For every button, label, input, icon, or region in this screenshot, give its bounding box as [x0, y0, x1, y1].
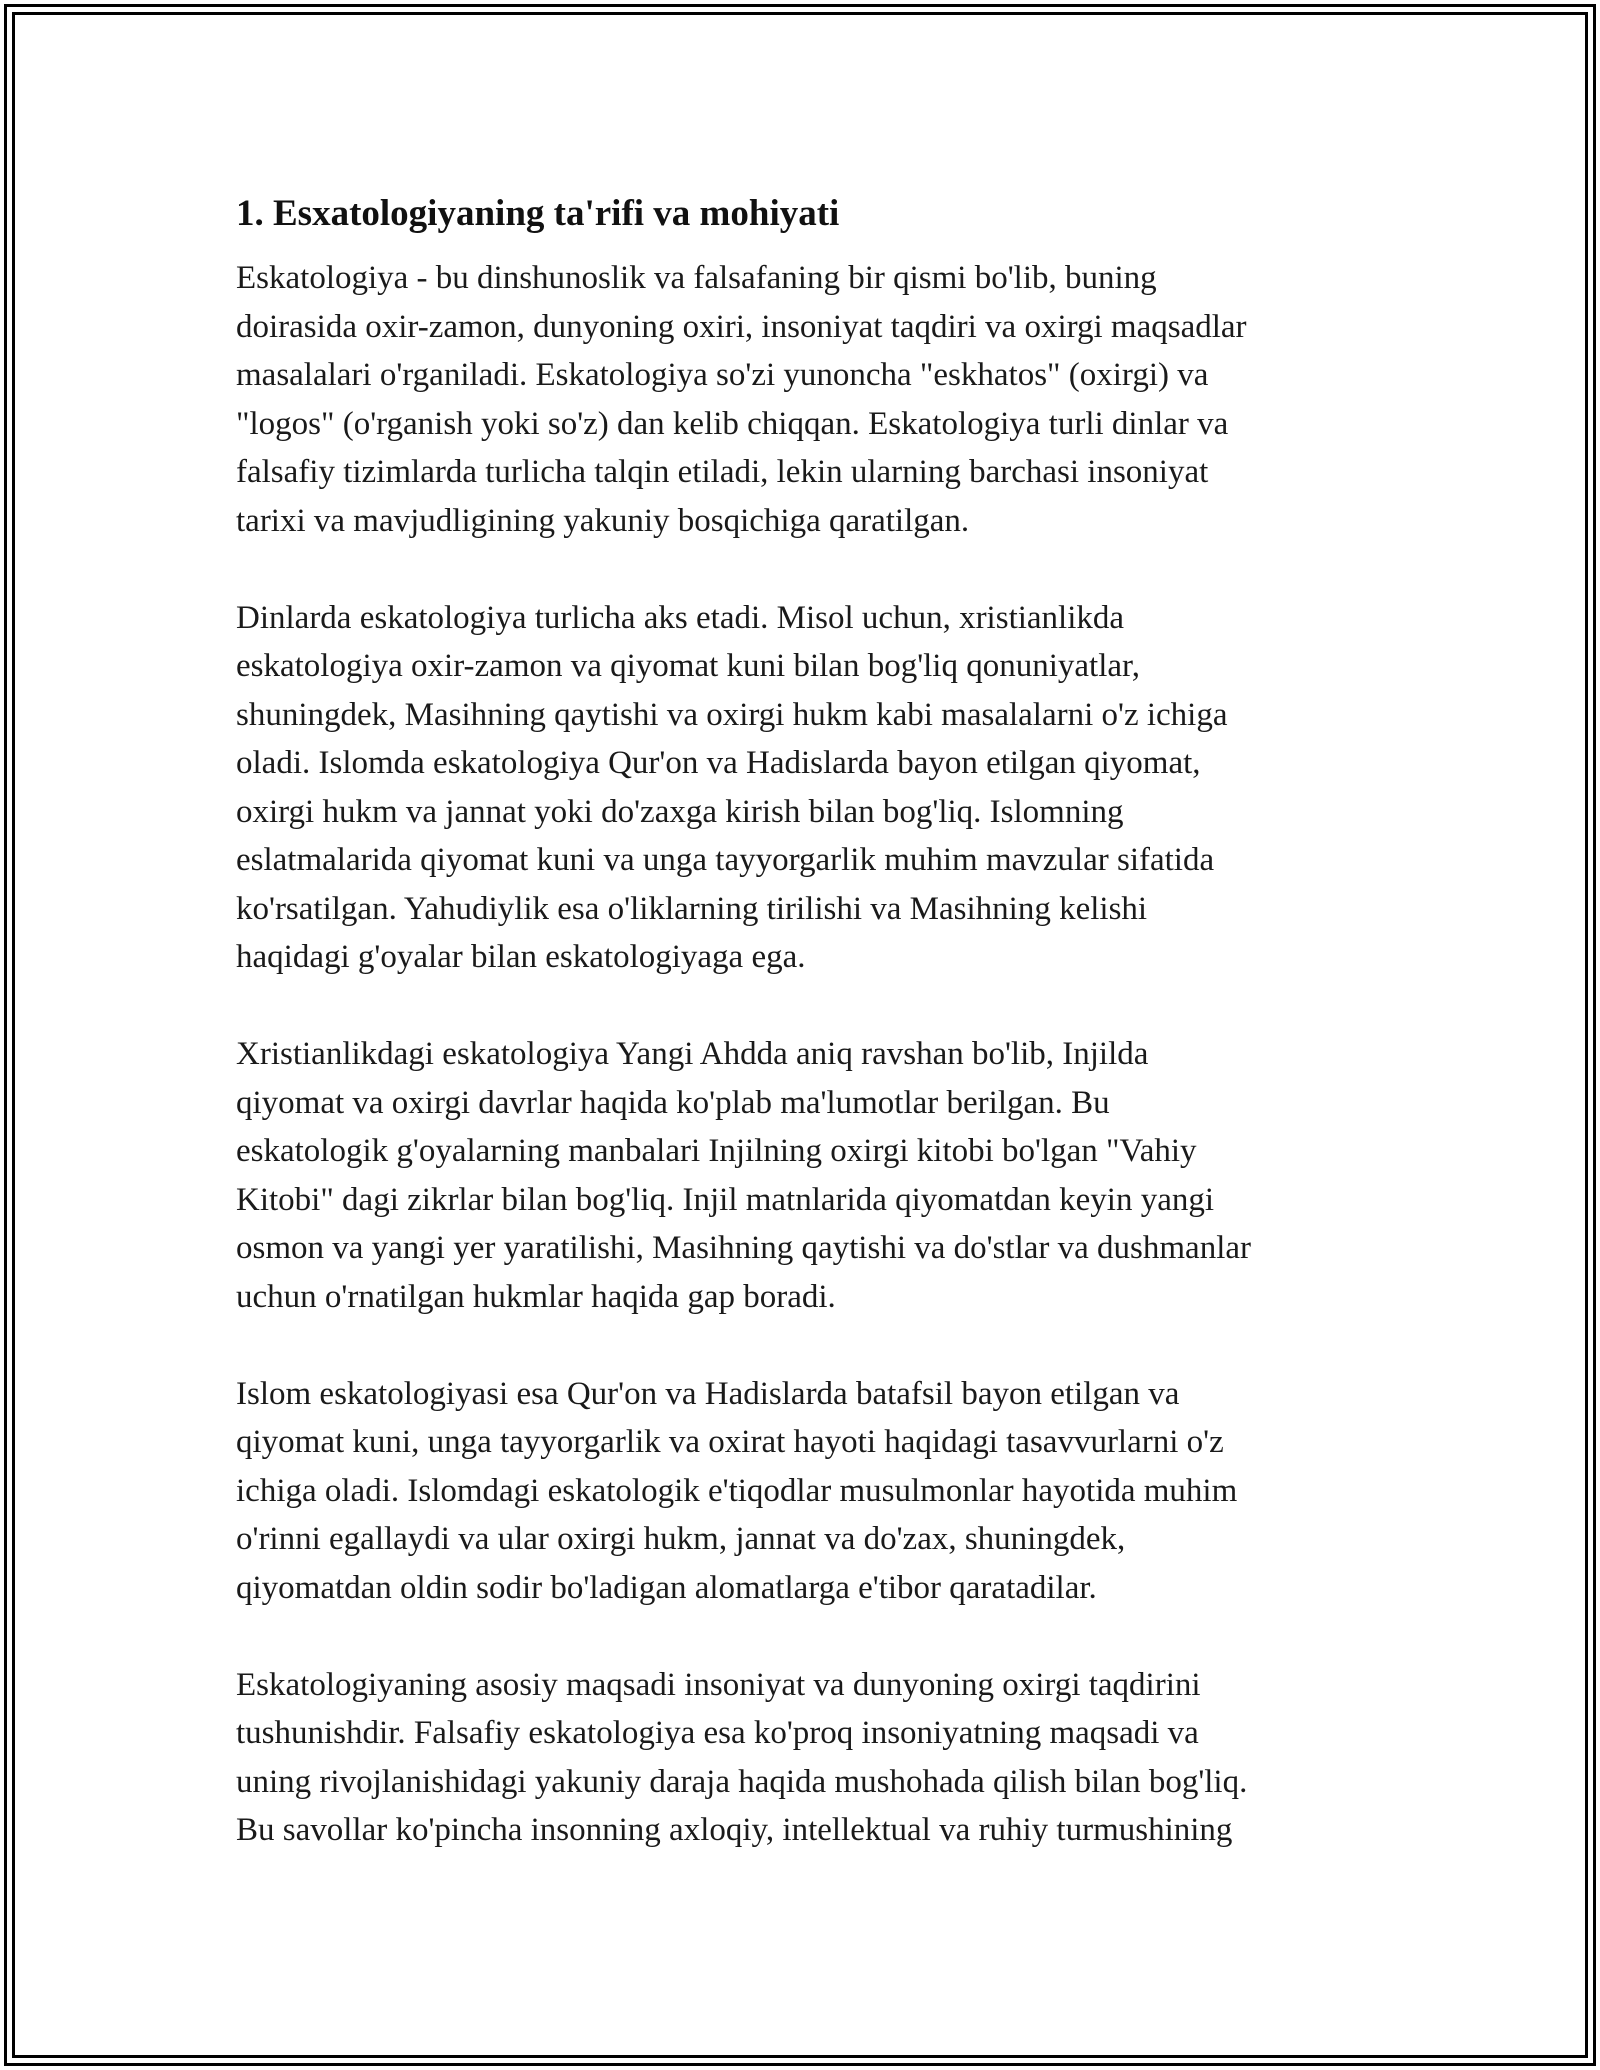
- section-heading: 1. Esxatologiyaning ta'rifi va mohiyati: [236, 193, 840, 234]
- document-body: [236, 190, 1366, 1903]
- paragraph-5: Eskatologiyaning asosiy maqsadi insoniyat va dunyoning oxirgi taqdirini tushunishdir. Falsafiy eskatologiya esa ko'proq insoniyatning maqsadi va uning rivojlanishidagi yakuniy daraja haqida mushohada qilish bilan bog'liq. Bu savollar ko'pincha insonning axloqiy, intellektual va ruhiy turmushining: [236, 1666, 1248, 1848]
- paragraph-3: Xristianlikdagi eskatologiya Yangi Ahdda aniq ravshan bo'lib, Injilda qiyomat va oxirgi davrlar haqida ko'plab ma'lumotlar berilgan. Bu eskatologik g'oyalarning manbalari Injilning oxirgi kitobi bo'lgan "Vahiy Kitobi" dagi zikrlar bilan bog'liq. Injil matnlarida qiyomatdan keyin yangi osmon va yangi yer yaratilishi, Masihning qaytishi va do'stlar va dushmanlar uchun o'rnatilgan hukmlar haqida gap boradi.: [236, 1036, 1252, 1315]
- paragraph-4: Islom eskatologiyasi esa Qur'on va Hadislarda batafsil bayon etilgan va qiyomat kuni, unga tayyorgarlik va oxirat hayoti haqidagi tasavvurlarni o'z ichiga oladi. Islomdagi eskatologik e'tiqodlar musulmonlar hayotida muhim o'rinni egallaydi va ular oxirgi hukm, jannat va do'zax, shuningdek, qiyomatdan oldin sodir bo'ladigan alomatlarga e'tibor qaratadilar.: [236, 1375, 1238, 1606]
- paragraph-1: Eskatologiya - bu dinshunoslik va falsafaning bir qismi bo'lib, buning doirasida oxir-zamon, dunyoning oxiri, insoniyat taqdiri va oxirgi maqsadlar masalalari o'rganiladi. Eskatologiya so'zi yunoncha "eskhatos" (oxirgi) va "logos" (o'rganish yoki so'z) dan kelib chiqqan. Eskatologiya turli dinlar va falsafiy tizimlarda turlicha talqin etiladi, lekin ularning barchasi insoniyat tarixi va mavjudligining yakuniy bosqichiga qaratilgan.: [236, 260, 1247, 539]
- paragraph-2: Dinlarda eskatologiya turlicha aks etadi. Misol uchun, xristianlikda eskatologiya oxir-zamon va qiyomat kuni bilan bog'liq qonuniyatlar, shuningdek, Masihning qaytishi va oxirgi hukm kabi masalalarni o'z ichiga oladi. Islomda eskatologiya Qur'on va Hadislarda bayon etilgan qiyomat, oxirgi hukm va jannat yoki do'zaxga kirish bilan bog'liq. Islomning eslatmalarida qiyomat kuni va unga tayyorgarlik muhim mavzular sifatida ko'rsatilgan. Yahudiylik esa o'liklarning tirilishi va Masihning kelishi haqidagi g'oyalar bilan eskatologiyaga ega.: [236, 599, 1228, 975]
